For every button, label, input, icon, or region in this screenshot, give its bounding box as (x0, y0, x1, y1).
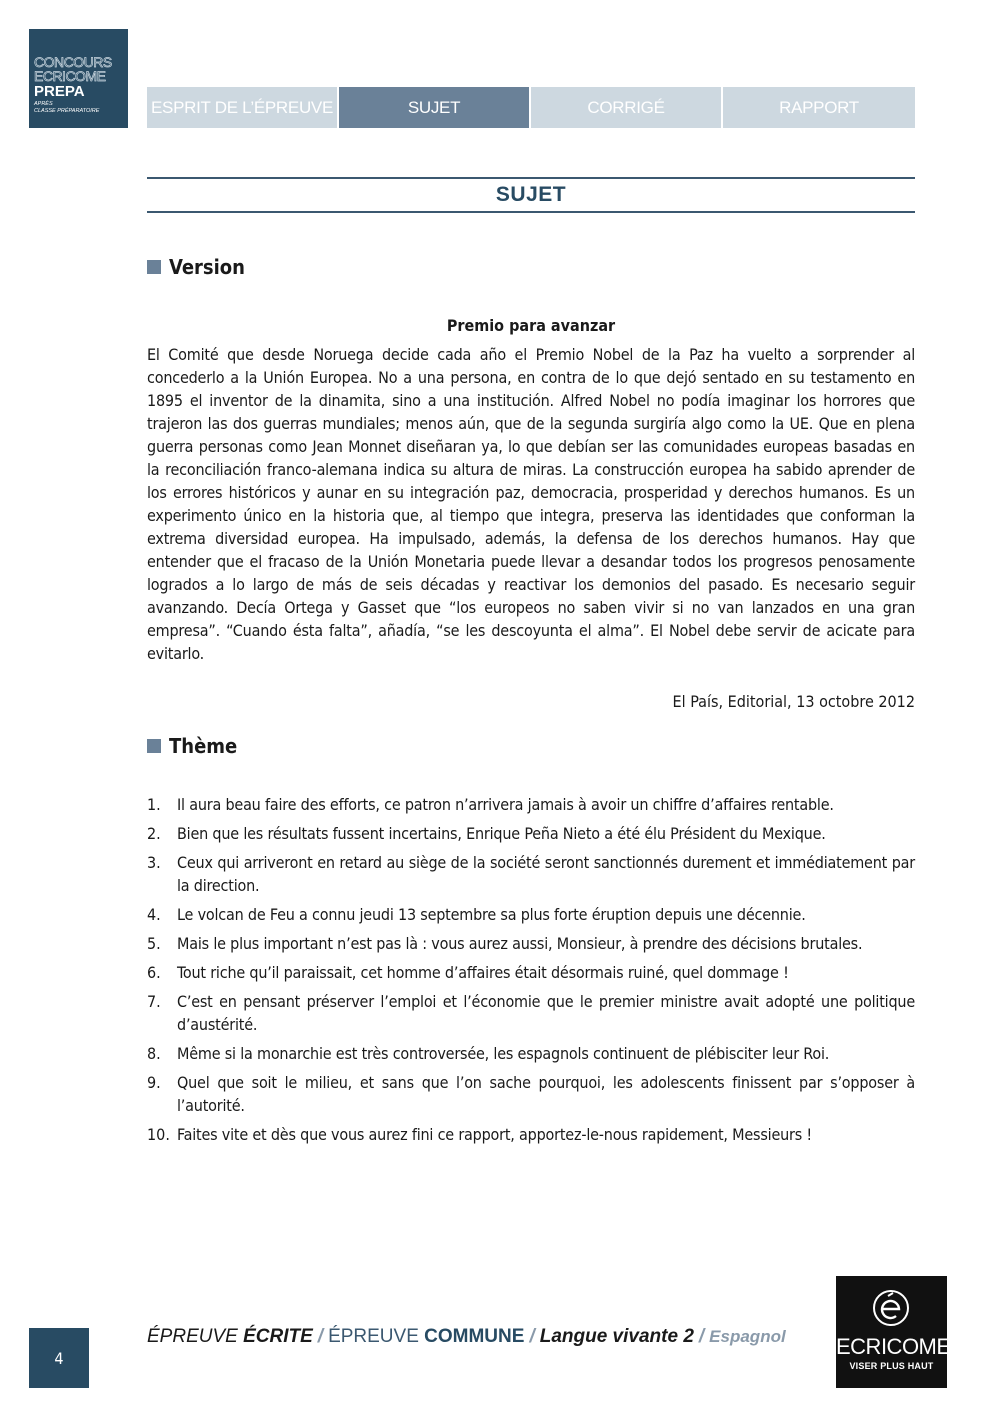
footer-langue-label: Langue vivante 2 (539, 1326, 694, 1347)
logo-classe-text: CLASSE PRÉPARATOIRE (34, 108, 100, 114)
page-title-bar (147, 177, 915, 213)
item-text: C’est en pensant préserver l’emploi et l’économie que le premier ministre avait adopté une politique d’austérité. (177, 992, 915, 1034)
section-tabs (147, 87, 915, 128)
item-text: Bien que les résultats fussent incertains, Enrique Peña Nieto a été élu Président du Mexique. (177, 824, 826, 843)
text-source: El País, Editorial, 13 octobre 2012 (672, 692, 915, 711)
footer-exam-info (147, 1326, 786, 1348)
footer-ecrite-label: ÉCRITE (243, 1326, 313, 1347)
item-number: 2. (147, 824, 161, 843)
footer-epreuve-commune-label: ÉPREUVE (328, 1326, 425, 1347)
item-text: Quel que soit le milieu, et sans que l’on sache pourquoi, les adolescents finissent par s’opposer à l’autorité. (177, 1073, 915, 1115)
logo-ecricome-text: ECRICOME (34, 68, 106, 84)
tab-esprit-de-l-epreuve[interactable]: ESPRIT DE L’ÉPREUVE (147, 87, 337, 128)
theme-heading (147, 734, 237, 758)
footer-commune-label: COMMUNE (424, 1326, 525, 1347)
page-title: SUJET (495, 183, 567, 206)
item-number: 7. (147, 992, 161, 1011)
theme-heading-label: Thème (169, 734, 238, 758)
footer-epreuve-label: ÉPREUVE (147, 1326, 244, 1347)
item-text: Ceux qui arriveront en retard au siège de la société seront sanctionnés durement et immédiatement par la direction. (177, 853, 915, 895)
item-number: 9. (147, 1073, 161, 1092)
tab-corrige[interactable]: CORRIGÉ (531, 87, 721, 128)
list-item (147, 1071, 915, 1117)
item-number: 1. (147, 795, 161, 814)
ecricome-brand-logo (836, 1276, 951, 1388)
footer-separator: / (317, 1326, 324, 1347)
list-item (147, 851, 915, 897)
item-number: 10. (147, 1125, 170, 1144)
footer-espagnol-label: Espagnol (709, 1327, 786, 1346)
list-item (147, 793, 915, 816)
item-number: 8. (147, 1044, 161, 1063)
version-heading (147, 255, 245, 279)
item-number: 3. (147, 853, 161, 872)
list-item (147, 822, 915, 845)
version-heading-label: Version (169, 255, 245, 279)
item-number: 4. (147, 905, 161, 924)
list-item (147, 1123, 915, 1146)
item-text: Mais le plus important n’est pas là : vous aurez aussi, Monsieur, à prendre des décisions brutales. (177, 934, 863, 953)
item-text: Faites vite et dès que vous aurez fini ce rapport, apportez-le-nous rapidement, Messieurs ! (177, 1125, 812, 1144)
item-text: Il aura beau faire des efforts, ce patron n’arrivera jamais à avoir un chiffre d’affaires rentable. (177, 795, 834, 814)
ecricome-e-icon (871, 1288, 911, 1328)
theme-list (147, 793, 915, 1152)
ecricome-prepa-logo (29, 29, 128, 128)
item-number: 5. (147, 934, 161, 953)
logo-apres-text: APRÈS (34, 101, 53, 107)
footer-separator: / (529, 1326, 535, 1347)
square-bullet-icon (147, 260, 161, 274)
list-item (147, 903, 915, 926)
item-number: 6. (147, 963, 161, 982)
brand-name: ECRICOME (836, 1334, 951, 1359)
item-text: Tout riche qu’il paraissait, cet homme d’affaires était désormais ruiné, quel dommage ! (177, 963, 789, 982)
logo-concours-text: CONCOURS (34, 54, 112, 70)
item-text: Même si la monarchie est très controversée, les espagnols continuent de plébisciter leur Roi. (177, 1044, 830, 1063)
page-number: 4 (29, 1328, 89, 1388)
tab-sujet[interactable]: SUJET (339, 87, 529, 128)
square-bullet-icon (147, 739, 161, 753)
item-text: Le volcan de Feu a connu jeudi 13 septembre sa plus forte éruption depuis une décennie. (177, 905, 806, 924)
tab-rapport[interactable]: RAPPORT (723, 87, 915, 128)
brand-tagline: VISER PLUS HAUT (849, 1361, 934, 1371)
text-title: Premio para avanzar (446, 316, 616, 335)
list-item (147, 990, 915, 1036)
list-item (147, 932, 915, 955)
footer-separator: / (698, 1326, 705, 1347)
list-item (147, 1042, 915, 1065)
logo-prepa-text: PREPA (34, 83, 85, 100)
list-item (147, 961, 915, 984)
text-body: El Comité que desde Noruega decide cada año el Premio Nobel de la Paz ha vuelto a sorprender al concederlo a la Unión Europea. No a una persona, en contra de lo que dejó sentado en su testamento en 1895 el inventor de la dinamita, sino a una institución. Alfred Nobel no podía imaginar los horrores que trajeron las dos guerras mundiales; menos aún, que de la segunda surgiría algo como la UE. Que en plena guerra personas como Jean Monnet diseñaran ya, lo que debían ser las comunidades europeas basadas en la reconciliación franco-alemana indica su altura de miras. La construcción europea ha sabido aprender de los errores históricos y aunar en su integración paz, democracia, prosperidad y derechos humanos. Es un experimento único en la historia que, al tiempo que integra, preserva las identidades que conforman la extrema diversidad europea. Ha impulsado, además, la defensa de los derechos humanos. Hay que entender que el fracaso de la Unión Monetaria puede llevar a desandar todos los progresos penosamente logrados a lo largo de más de seis décadas y reactivar los demonios del pasado. Es necesario seguir avanzando. Decía Ortega y Gasset que “los europeos no saben vivir si no van lanzados en una gran empresa”. “Cuando ésta falta”, añadía, “se les descoyunta el alma”. El Nobel debe servir de acicate para evitarlo. (147, 345, 915, 663)
